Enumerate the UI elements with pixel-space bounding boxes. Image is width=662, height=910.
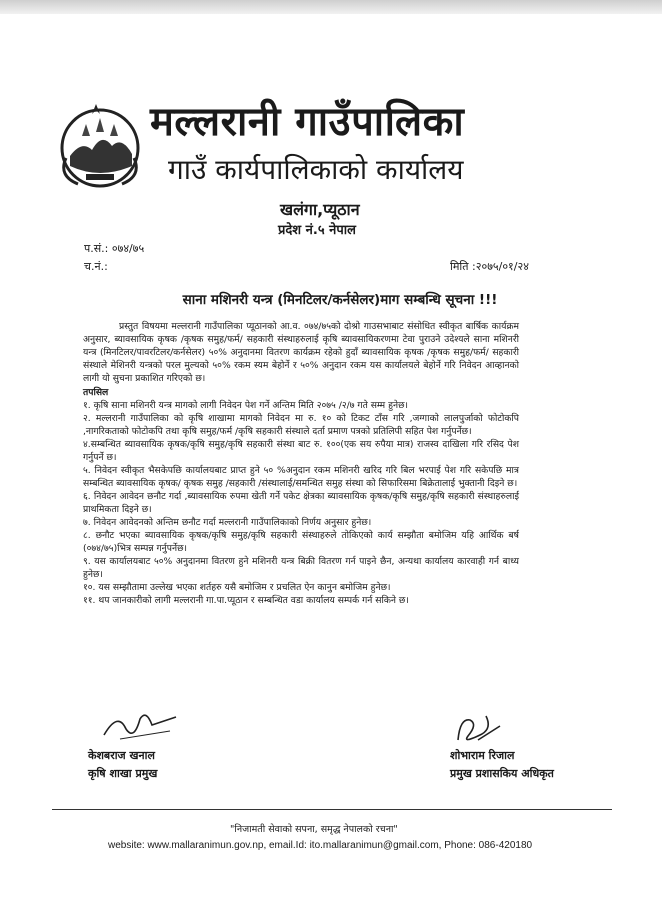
letter-number: प.सं.: ०७४/७५ <box>84 242 145 255</box>
notice-item: ५. निवेदन स्वीकृत भैसकेपछि कार्यालयबाट प्राप्त हुने ५० %अनुदान रकम मशिनरी खरिद गरि बिल भरपाई पेश गरि सकेपछि मात्र सम्बन्धित ब्यावसायिक कृषक/ कृषक समुह /सहकारी /संस्थालाई/समन्धित समुह संस्था को सिफारिसमा बिक्रेतालाई भुक्तानी दिइने छ। <box>83 465 519 489</box>
right-signatory-role: प्रमुख प्रशासकिय अधिकृत <box>450 767 554 780</box>
notice-item: १०. यस सम्झौतामा उल्लेख भएका शर्तहरु यसै बमोजिम र प्रचलित ऐन कानुन बमोजिम हुनेछ। <box>83 582 391 593</box>
notice-item: ९. यस कार्यालयबाट ५०% अनुदानमा वितरण हुने मशिनरी यन्त्र बिक्री वितरण गर्न पाइने छैन, अन्यथा कार्यालय कारवाही गर्न बाध्य हुनेछ। <box>83 556 519 580</box>
office-name: गाउँ कार्यपालिकाको कार्यालय <box>168 153 464 186</box>
notice-body <box>83 320 519 607</box>
left-signatory-role: कृषि शाखा प्रमुख <box>88 767 158 780</box>
footer-slogan: "निजामती सेवाको सपना, समृद्ध नेपालको रचना" <box>230 824 398 835</box>
nepal-emblem-icon <box>52 96 148 192</box>
notice-item: ८. छनौट भएका ब्यावसायिक कृषक/कृषि समुह/कृषि सहकारी संस्थाहरुले तोकिएको कार्य सम्झौता बमोजिम यहि आर्थिक बर्ष (०७४/७५)भित्र सम्पन्न गर्नुपर्नेछ। <box>83 530 519 554</box>
details-heading: तपसिल <box>83 387 109 398</box>
notice-intro: प्रस्तुत विषयमा मल्लरानी गाउँपालिका प्यूठानको आ.व. ०७४/७५को दोश्रो गाउसभाबाट संसोधित स्वीकृत बार्षिक कार्यक्रम अनुसार, ब्यावसायिक कृषक /कृषक समुह/फर्म/ सहकारी संस्थाहरुलाई कृषि ब्यावसायिकरणमा टेवा पुराउने उदेश्यले साना मशिनरी यन्त्र (मिनटिलर/पावरटिलर/कर्नसेलर) ५०% अनुदानमा वितरण कार्यक्रम रहेको हुदाँ ब्यावसायिक कृषक /कृषक समुह/फर्म/ सहकारी संस्थाले मेशिनरी यन्त्रको परल मुल्यको ५०% रकम स्यम बेहोर्ने र ५०% अनुदान रकम यस कार्यालयले बेहोर्ने गरि निवेदन आव्हानको लागी यो सुचना प्रकाशित गरिएको छ। <box>83 321 519 384</box>
notice-item: ७. निवेदन आवेदनको अन्तिम छनौट गर्दा मल्लरानी गाउँपालिकाको निर्णय अनुसार हुनेछ। <box>83 517 372 528</box>
notice-item: २. मल्लरानी गाउँपालिका को कृषि शाखामा मागको निवेदन मा रु. १० को टिकट टाँस गरि ,जग्गाको लालपुर्जाको फोटोकपि ,नागरिकताको फोटोकपि तथा कृषि समुह/फर्म /कृषि सहकारी संस्थाले दर्ता प्रमाण पत्रको प्रतिलिपी सहित पेश गर्नुपर्नेछ। <box>83 413 519 437</box>
dispatch-number: च.नं.: <box>84 260 108 273</box>
right-signatory-name: शोभाराम रिजाल <box>450 749 515 762</box>
scan-top-edge <box>0 0 662 14</box>
address-line-1: खलंगा,प्यूठान <box>280 200 360 219</box>
footer-contact: website: www.mallaranimun.gov.np, email.Id: ito.mallaranimun@gmail.com, Phone: 086-420180 <box>108 840 533 851</box>
notice-item: ६. निवेदन आवेदन छनौट गर्दा ,ब्यावसायिक रुपमा खेती गर्ने पकेट क्षेत्रका ब्यावसायिक कृषक/कृषि समुह/कृषि सहकारी संस्थाहरुलाई प्राथमिकता दिइने छ। <box>83 491 519 515</box>
notice-item: ४.सम्बन्धित ब्यावसायिक कृषक/कृषि समुह/कृषि सहकारी संस्था बाट रु. १००(एक सय रुपैया मात्र) राजस्व दाखिला गरि रसिद पेश गर्नुपर्ने छ। <box>83 439 519 463</box>
address-line-2: प्रदेश नं.५ नेपाल <box>278 223 356 238</box>
org-name: मल्लरानी गाउँपालिका <box>150 98 465 145</box>
notice-date: मिति :२०७५/०१/२४ <box>450 260 529 273</box>
right-signature-scribble <box>448 710 508 748</box>
notice-title: साना मशिनरी यन्त्र (मिनटिलर/कर्नसेलर)माग सम्बन्धि सूचना !!! <box>182 292 498 308</box>
left-signatory-name: केशबराज खनाल <box>88 749 155 762</box>
footer-divider <box>52 809 612 810</box>
notice-item: ११. थप जानकारीको लागी मल्लरानी गा.पा.प्यूठान र सम्बन्धित वडा कार्यालय सम्पर्क गर्न सकिने छ। <box>83 595 409 606</box>
notice-item: १. कृषि साना मशिनरी यन्त्र मागको लागी निवेदन पेश गर्ने अन्तिम मिति २०७५ /२/७ गते सम्म हुनेछ। <box>83 400 408 411</box>
left-signature-scribble <box>100 705 180 743</box>
